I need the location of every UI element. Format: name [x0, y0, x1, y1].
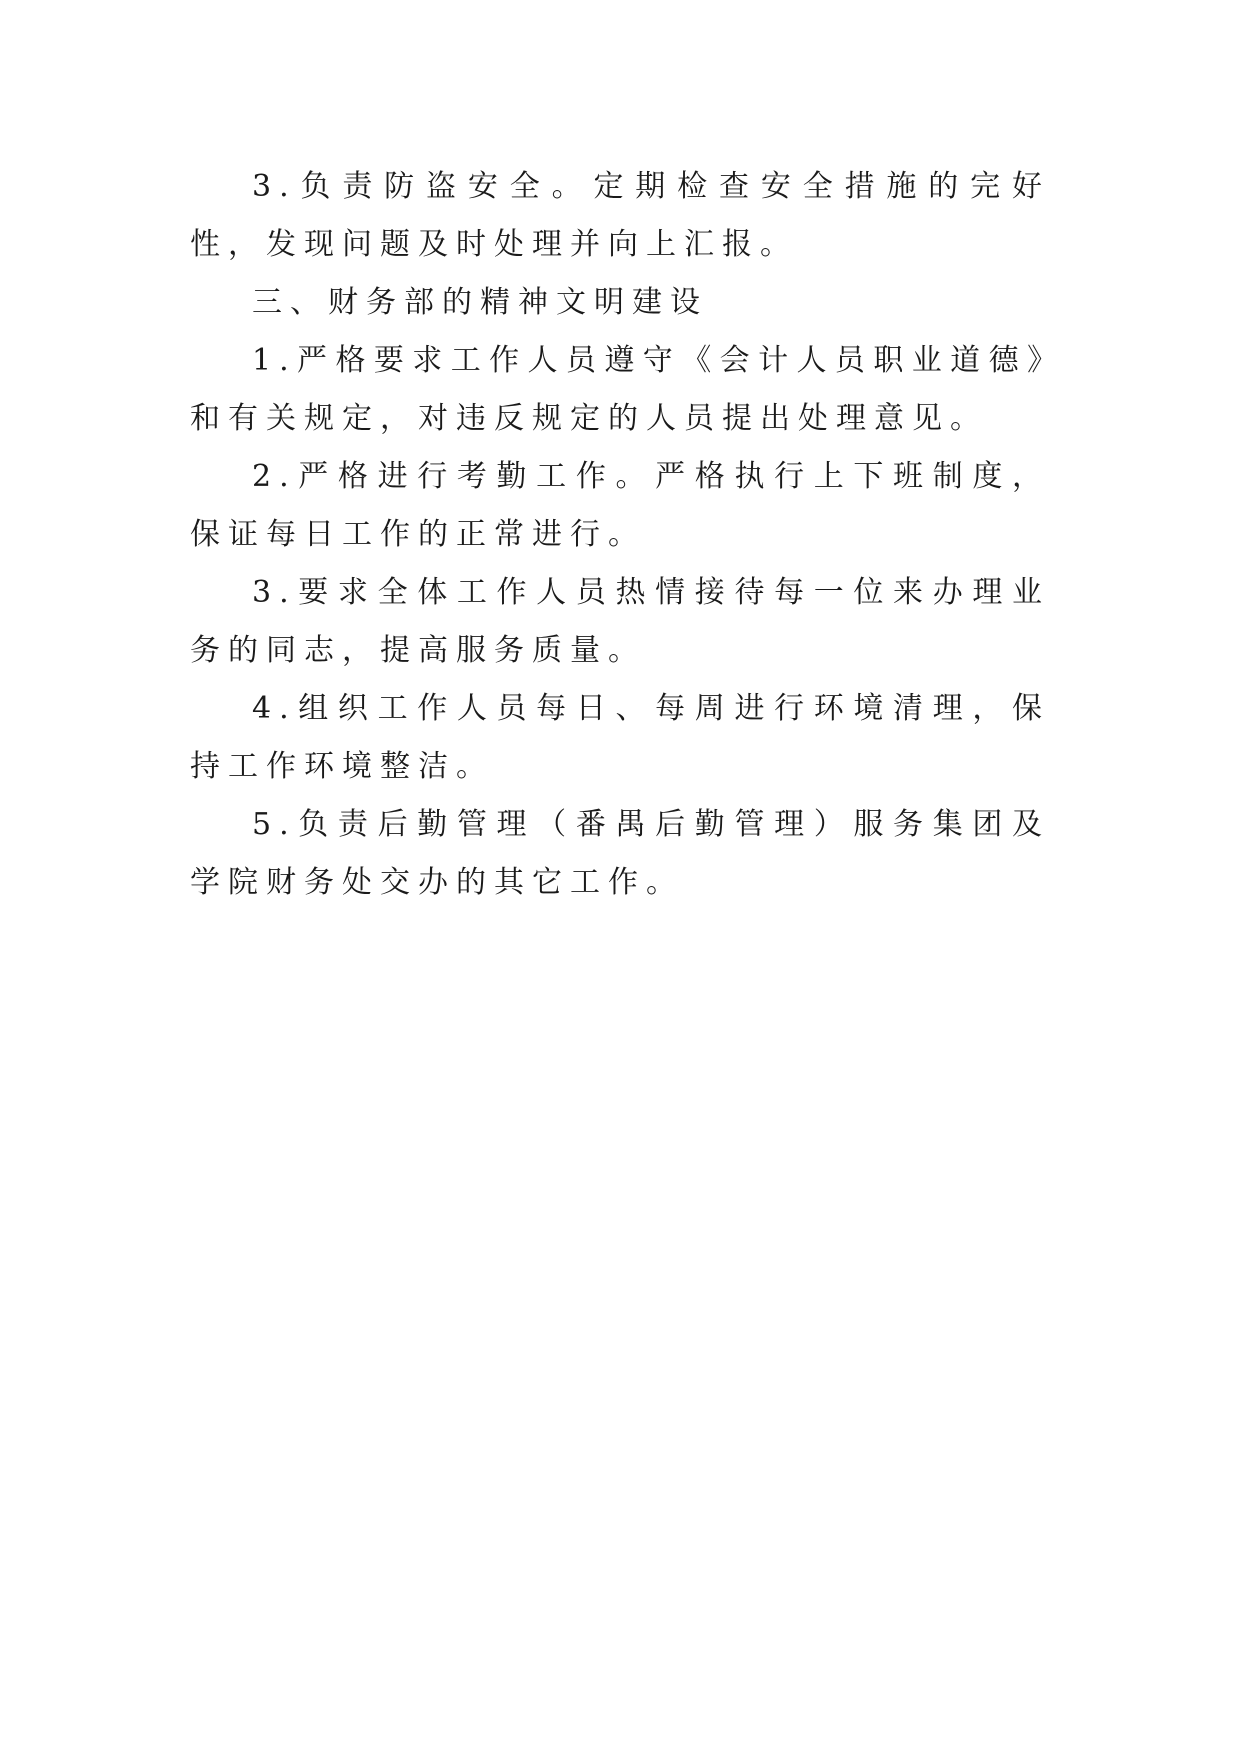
paragraph-attendance: 2.严格进行考勤工作。严格执行上下班制度，保证每日工作的正常进行。	[190, 459, 1050, 552]
paragraph-security-duty: 3.负责防盗安全。定期检查安全措施的完好性，发现问题及时处理并向上汇报。	[190, 169, 1050, 262]
section-heading-civility: 三、财务部的精神文明建设	[252, 285, 708, 320]
document-body	[190, 158, 1050, 912]
paragraph-other-duties: 5.负责后勤管理（番禺后勤管理）服务集团及学院财务处交办的其它工作。	[190, 807, 1050, 900]
paragraph-service-quality: 3.要求全体工作人员热情接待每一位来办理业务的同志，提高服务质量。	[190, 575, 1050, 668]
paragraph-ethics: 1.严格要求工作人员遵守《会计人员职业道德》和有关规定，对违反规定的人员提出处理意见。	[190, 343, 1050, 436]
paragraph-environment: 4.组织工作人员每日、每周进行环境清理，保持工作环境整洁。	[190, 691, 1050, 784]
